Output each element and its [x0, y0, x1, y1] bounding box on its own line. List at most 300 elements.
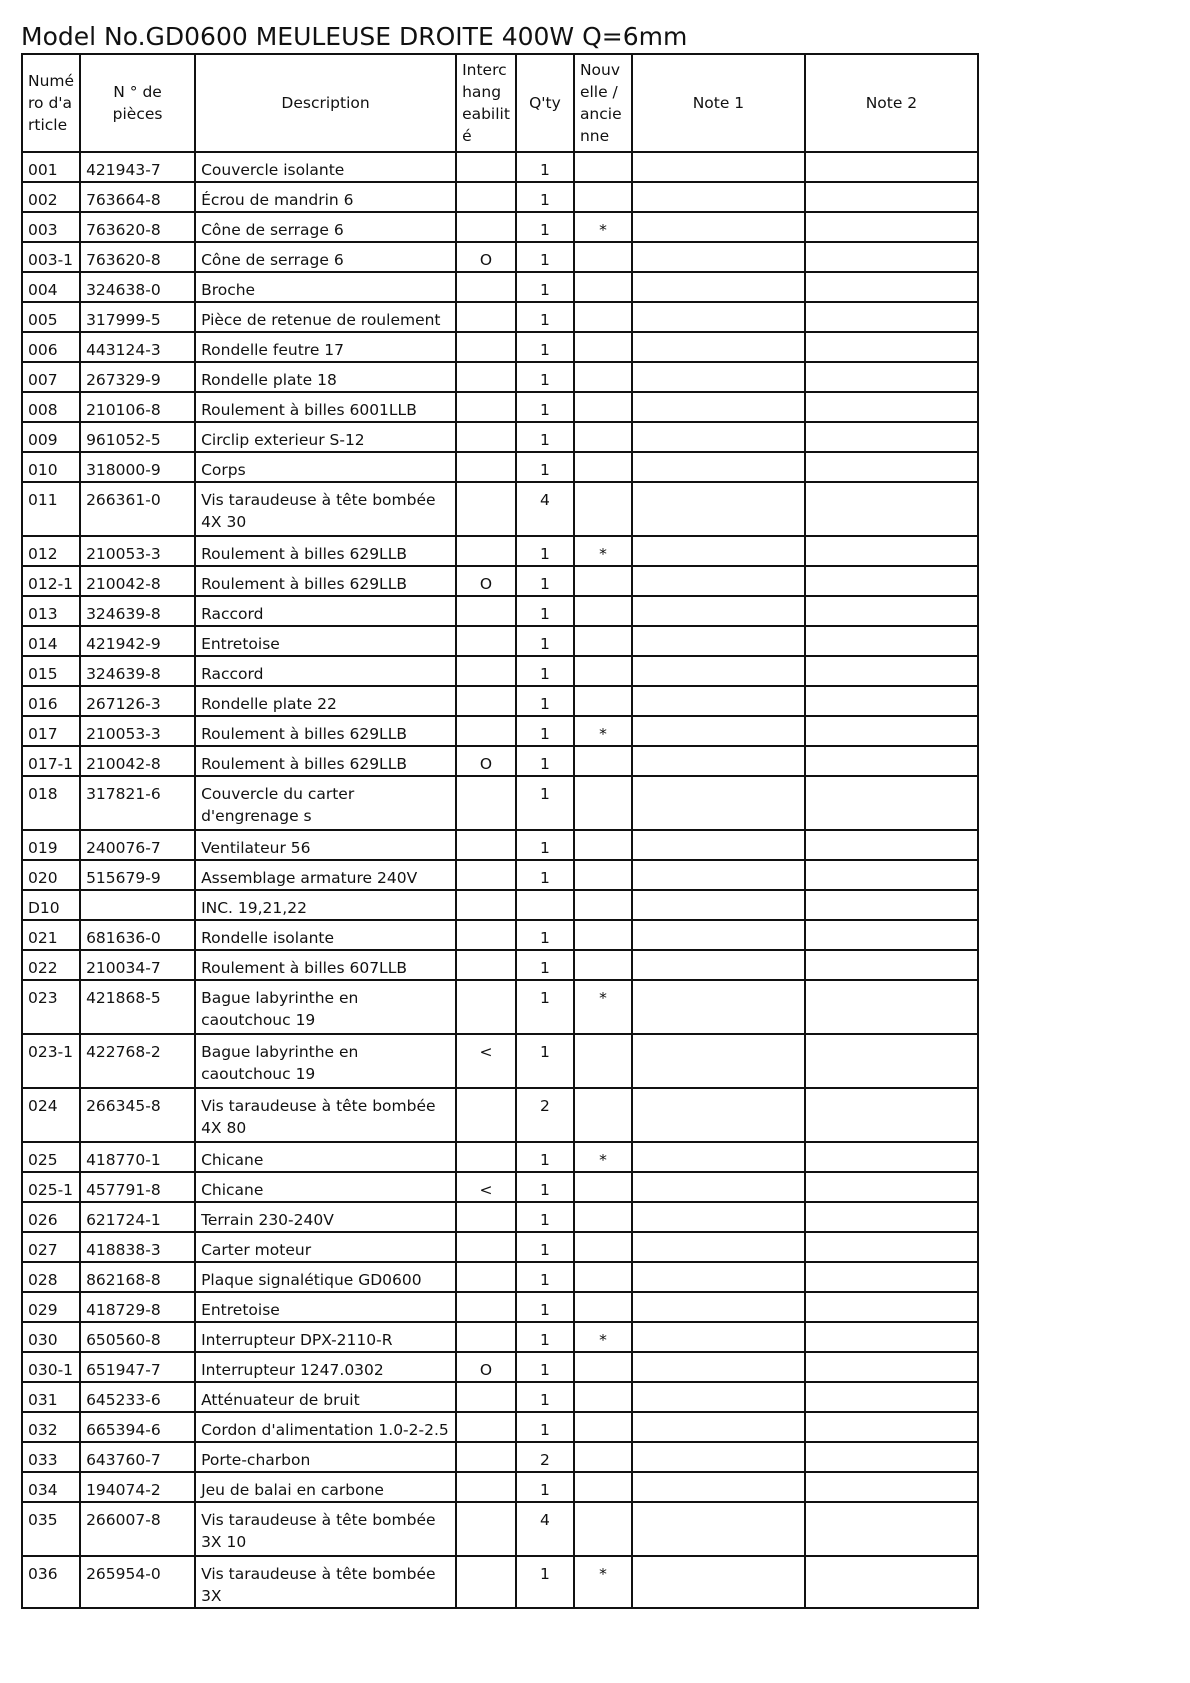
cell-note-1 [632, 482, 805, 536]
cell-new-old: * [574, 1142, 632, 1172]
cell-description: Interrupteur DPX-2110-R [195, 1322, 456, 1352]
cell-item-number: 019 [22, 830, 80, 860]
cell-interchangeability [456, 1556, 516, 1608]
cell-item-number: 010 [22, 452, 80, 482]
cell-description: Roulement à billes 607LLB [195, 950, 456, 980]
cell-note-2 [805, 182, 978, 212]
cell-interchangeability: O [456, 566, 516, 596]
cell-part-number [80, 890, 195, 920]
cell-interchangeability [456, 362, 516, 392]
table-row [22, 1472, 978, 1502]
cell-note-2 [805, 1442, 978, 1472]
table-row [22, 566, 978, 596]
cell-note-2 [805, 776, 978, 830]
cell-note-2 [805, 950, 978, 980]
cell-quantity: 1 [516, 332, 574, 362]
cell-note-1 [632, 1232, 805, 1262]
cell-quantity: 1 [516, 1556, 574, 1608]
cell-part-number: 650560-8 [80, 1322, 195, 1352]
cell-note-1 [632, 950, 805, 980]
table-row [22, 536, 978, 566]
cell-item-number: 028 [22, 1262, 80, 1292]
cell-note-2 [805, 656, 978, 686]
cell-description: Cordon d'alimentation 1.0-2-2.5 [195, 1412, 456, 1442]
cell-note-1 [632, 392, 805, 422]
cell-quantity: 1 [516, 686, 574, 716]
cell-note-1 [632, 776, 805, 830]
table-row [22, 980, 978, 1034]
cell-new-old [574, 1202, 632, 1232]
cell-note-1 [632, 272, 805, 302]
cell-note-1 [632, 1292, 805, 1322]
table-row [22, 1412, 978, 1442]
cell-item-number: 018 [22, 776, 80, 830]
cell-description: Roulement à billes 629LLB [195, 746, 456, 776]
cell-item-number: 012-1 [22, 566, 80, 596]
cell-note-1 [632, 422, 805, 452]
cell-new-old [574, 746, 632, 776]
cell-interchangeability: O [456, 242, 516, 272]
cell-item-number: 025-1 [22, 1172, 80, 1202]
cell-part-number: 266361-0 [80, 482, 195, 536]
cell-item-number: 017-1 [22, 746, 80, 776]
cell-description: Assemblage armature 240V [195, 860, 456, 890]
cell-interchangeability [456, 1382, 516, 1412]
cell-interchangeability [456, 890, 516, 920]
cell-new-old [574, 152, 632, 182]
cell-part-number: 961052-5 [80, 422, 195, 452]
cell-item-number: 033 [22, 1442, 80, 1472]
cell-note-1 [632, 830, 805, 860]
cell-note-2 [805, 482, 978, 536]
table-row [22, 1142, 978, 1172]
cell-note-2 [805, 272, 978, 302]
cell-note-1 [632, 1556, 805, 1608]
cell-note-1 [632, 1352, 805, 1382]
cell-description: Plaque signalétique GD0600 [195, 1262, 456, 1292]
cell-new-old [574, 1034, 632, 1088]
cell-quantity: 1 [516, 152, 574, 182]
cell-part-number: 324639-8 [80, 596, 195, 626]
table-row [22, 182, 978, 212]
cell-item-number: 014 [22, 626, 80, 656]
table-row [22, 1322, 978, 1352]
table-row [22, 746, 978, 776]
cell-part-number: 267329-9 [80, 362, 195, 392]
cell-description: Jeu de balai en carbone [195, 1472, 456, 1502]
cell-item-number: 004 [22, 272, 80, 302]
cell-item-number: 002 [22, 182, 80, 212]
cell-item-number: 020 [22, 860, 80, 890]
cell-interchangeability [456, 1262, 516, 1292]
cell-note-2 [805, 452, 978, 482]
cell-item-number: 006 [22, 332, 80, 362]
cell-interchangeability [456, 776, 516, 830]
cell-interchangeability [456, 830, 516, 860]
cell-note-2 [805, 566, 978, 596]
cell-description: Vis taraudeuse à tête bombée 3X 10 [195, 1502, 456, 1556]
cell-note-1 [632, 1472, 805, 1502]
cell-part-number: 422768-2 [80, 1034, 195, 1088]
cell-part-number: 324639-8 [80, 656, 195, 686]
cell-interchangeability [456, 1502, 516, 1556]
cell-quantity: 1 [516, 1472, 574, 1502]
cell-description: Cône de serrage 6 [195, 212, 456, 242]
cell-part-number: 210106-8 [80, 392, 195, 422]
cell-note-2 [805, 242, 978, 272]
cell-note-1 [632, 152, 805, 182]
cell-item-number: 015 [22, 656, 80, 686]
cell-part-number: 763620-8 [80, 242, 195, 272]
cell-note-1 [632, 1172, 805, 1202]
table-row [22, 1442, 978, 1472]
table-row [22, 482, 978, 536]
cell-note-1 [632, 626, 805, 656]
cell-note-1 [632, 332, 805, 362]
cell-description: Entretoise [195, 626, 456, 656]
cell-quantity: 1 [516, 302, 574, 332]
cell-quantity: 1 [516, 596, 574, 626]
cell-new-old [574, 656, 632, 686]
cell-new-old [574, 566, 632, 596]
cell-quantity: 1 [516, 860, 574, 890]
cell-part-number: 665394-6 [80, 1412, 195, 1442]
cell-interchangeability [456, 1472, 516, 1502]
table-row [22, 596, 978, 626]
cell-note-1 [632, 920, 805, 950]
cell-interchangeability [456, 626, 516, 656]
cell-interchangeability [456, 1232, 516, 1262]
cell-quantity: 2 [516, 1088, 574, 1142]
table-row [22, 332, 978, 362]
cell-note-2 [805, 1382, 978, 1412]
cell-new-old [574, 1352, 632, 1382]
cell-quantity: 1 [516, 656, 574, 686]
cell-note-2 [805, 1292, 978, 1322]
cell-part-number: 210042-8 [80, 566, 195, 596]
cell-interchangeability [456, 1088, 516, 1142]
cell-note-2 [805, 1142, 978, 1172]
cell-item-number: 030 [22, 1322, 80, 1352]
cell-description: Circlip exterieur S-12 [195, 422, 456, 452]
table-row [22, 716, 978, 746]
cell-part-number: 651947-7 [80, 1352, 195, 1382]
cell-new-old [574, 596, 632, 626]
cell-note-1 [632, 686, 805, 716]
cell-item-number: 029 [22, 1292, 80, 1322]
cell-part-number: 318000-9 [80, 452, 195, 482]
cell-quantity: 1 [516, 392, 574, 422]
cell-part-number: 621724-1 [80, 1202, 195, 1232]
cell-interchangeability: < [456, 1034, 516, 1088]
cell-quantity: 1 [516, 272, 574, 302]
cell-part-number: 210053-3 [80, 716, 195, 746]
cell-new-old [574, 686, 632, 716]
cell-new-old [574, 920, 632, 950]
table-row [22, 452, 978, 482]
cell-new-old [574, 1412, 632, 1442]
table-row [22, 302, 978, 332]
cell-part-number: 418729-8 [80, 1292, 195, 1322]
cell-quantity: 1 [516, 182, 574, 212]
cell-note-2 [805, 746, 978, 776]
cell-item-number: 013 [22, 596, 80, 626]
cell-quantity: 1 [516, 1382, 574, 1412]
cell-note-1 [632, 716, 805, 746]
cell-quantity: 1 [516, 1202, 574, 1232]
cell-quantity: 1 [516, 212, 574, 242]
cell-new-old [574, 302, 632, 332]
cell-part-number: 418770-1 [80, 1142, 195, 1172]
cell-description: Interrupteur 1247.0302 [195, 1352, 456, 1382]
cell-description: Roulement à billes 629LLB [195, 566, 456, 596]
cell-new-old [574, 1502, 632, 1556]
cell-new-old [574, 452, 632, 482]
cell-interchangeability: O [456, 746, 516, 776]
cell-quantity: 1 [516, 566, 574, 596]
cell-quantity: 1 [516, 1412, 574, 1442]
cell-interchangeability [456, 920, 516, 950]
parts-table-body [22, 152, 978, 1608]
cell-note-1 [632, 1322, 805, 1352]
cell-new-old [574, 1382, 632, 1412]
cell-note-2 [805, 830, 978, 860]
cell-interchangeability [456, 452, 516, 482]
cell-note-2 [805, 1502, 978, 1556]
cell-new-old [574, 890, 632, 920]
cell-note-2 [805, 716, 978, 746]
table-row [22, 212, 978, 242]
cell-quantity: 1 [516, 422, 574, 452]
column-header-description: Description [195, 54, 456, 152]
cell-note-2 [805, 920, 978, 950]
cell-part-number: 240076-7 [80, 830, 195, 860]
column-header-item-number: Numé ro d'a rticle [22, 54, 80, 152]
cell-part-number: 681636-0 [80, 920, 195, 950]
cell-note-2 [805, 422, 978, 452]
cell-description: Cône de serrage 6 [195, 242, 456, 272]
cell-note-1 [632, 242, 805, 272]
cell-description: Chicane [195, 1142, 456, 1172]
cell-description: Roulement à billes 629LLB [195, 536, 456, 566]
cell-part-number: 317999-5 [80, 302, 195, 332]
cell-item-number: 025 [22, 1142, 80, 1172]
cell-interchangeability [456, 716, 516, 746]
cell-note-2 [805, 1472, 978, 1502]
cell-description: Porte-charbon [195, 1442, 456, 1472]
cell-new-old [574, 242, 632, 272]
cell-quantity: 1 [516, 1262, 574, 1292]
cell-note-1 [632, 362, 805, 392]
cell-new-old: * [574, 1322, 632, 1352]
cell-item-number: 009 [22, 422, 80, 452]
cell-note-1 [632, 1034, 805, 1088]
cell-note-2 [805, 596, 978, 626]
cell-new-old [574, 1292, 632, 1322]
cell-description: Carter moteur [195, 1232, 456, 1262]
page-title: Model No.GD0600 MEULEUSE DROITE 400W Q=6mm [21, 22, 688, 51]
cell-interchangeability [456, 1442, 516, 1472]
cell-new-old: * [574, 980, 632, 1034]
cell-new-old [574, 422, 632, 452]
cell-part-number: 324638-0 [80, 272, 195, 302]
cell-description: Broche [195, 272, 456, 302]
cell-note-1 [632, 182, 805, 212]
cell-quantity: 1 [516, 1034, 574, 1088]
cell-quantity: 4 [516, 1502, 574, 1556]
cell-new-old [574, 1262, 632, 1292]
cell-note-1 [632, 746, 805, 776]
cell-item-number: 005 [22, 302, 80, 332]
cell-quantity: 1 [516, 716, 574, 746]
cell-interchangeability [456, 686, 516, 716]
cell-interchangeability [456, 272, 516, 302]
column-header-quantity: Q'ty [516, 54, 574, 152]
cell-new-old [574, 332, 632, 362]
cell-interchangeability [456, 182, 516, 212]
cell-item-number: 026 [22, 1202, 80, 1232]
cell-item-number: 017 [22, 716, 80, 746]
cell-quantity: 2 [516, 1442, 574, 1472]
cell-interchangeability [456, 1202, 516, 1232]
cell-item-number: 001 [22, 152, 80, 182]
cell-note-2 [805, 890, 978, 920]
cell-part-number: 421868-5 [80, 980, 195, 1034]
table-row [22, 1502, 978, 1556]
cell-note-1 [632, 1502, 805, 1556]
cell-item-number: 030-1 [22, 1352, 80, 1382]
cell-part-number: 266345-8 [80, 1088, 195, 1142]
cell-description: Raccord [195, 656, 456, 686]
table-row [22, 656, 978, 686]
cell-item-number: 012 [22, 536, 80, 566]
cell-note-2 [805, 212, 978, 242]
column-header-note-1: Note 1 [632, 54, 805, 152]
cell-description: Rondelle isolante [195, 920, 456, 950]
cell-part-number: 421942-9 [80, 626, 195, 656]
cell-quantity: 1 [516, 1172, 574, 1202]
cell-note-1 [632, 596, 805, 626]
cell-item-number: 011 [22, 482, 80, 536]
cell-description: Entretoise [195, 1292, 456, 1322]
cell-note-2 [805, 362, 978, 392]
cell-quantity: 1 [516, 1322, 574, 1352]
cell-item-number: 031 [22, 1382, 80, 1412]
cell-note-2 [805, 1322, 978, 1352]
table-row [22, 1292, 978, 1322]
cell-note-2 [805, 1088, 978, 1142]
cell-item-number: 027 [22, 1232, 80, 1262]
cell-description: Écrou de mandrin 6 [195, 182, 456, 212]
cell-note-1 [632, 212, 805, 242]
cell-part-number: 443124-3 [80, 332, 195, 362]
cell-part-number: 266007-8 [80, 1502, 195, 1556]
cell-note-2 [805, 1172, 978, 1202]
cell-description: Vis taraudeuse à tête bombée 3X [195, 1556, 456, 1608]
cell-note-2 [805, 302, 978, 332]
cell-interchangeability [456, 1412, 516, 1442]
cell-quantity [516, 890, 574, 920]
cell-note-2 [805, 980, 978, 1034]
cell-new-old: * [574, 536, 632, 566]
cell-new-old [574, 362, 632, 392]
cell-new-old [574, 272, 632, 302]
cell-item-number: 003-1 [22, 242, 80, 272]
cell-note-2 [805, 1262, 978, 1292]
cell-description: INC. 19,21,22 [195, 890, 456, 920]
cell-description: Roulement à billes 6001LLB [195, 392, 456, 422]
cell-note-2 [805, 536, 978, 566]
cell-new-old [574, 182, 632, 212]
cell-part-number: 194074-2 [80, 1472, 195, 1502]
cell-new-old [574, 626, 632, 656]
cell-description: Rondelle plate 18 [195, 362, 456, 392]
table-row [22, 950, 978, 980]
cell-interchangeability [456, 950, 516, 980]
table-row [22, 1262, 978, 1292]
cell-part-number: 643760-7 [80, 1442, 195, 1472]
cell-interchangeability [456, 536, 516, 566]
table-row [22, 362, 978, 392]
cell-note-2 [805, 1232, 978, 1262]
cell-description: Raccord [195, 596, 456, 626]
cell-part-number: 862168-8 [80, 1262, 195, 1292]
cell-item-number: 023 [22, 980, 80, 1034]
cell-interchangeability [456, 1142, 516, 1172]
table-row [22, 1088, 978, 1142]
cell-part-number: 210042-8 [80, 746, 195, 776]
cell-quantity: 1 [516, 1142, 574, 1172]
cell-new-old [574, 776, 632, 830]
cell-quantity: 1 [516, 1292, 574, 1322]
table-row [22, 392, 978, 422]
cell-note-2 [805, 686, 978, 716]
cell-description: Ventilateur 56 [195, 830, 456, 860]
cell-interchangeability [456, 860, 516, 890]
cell-description: Bague labyrinthe en caoutchouc 19 [195, 980, 456, 1034]
cell-interchangeability [456, 1292, 516, 1322]
table-row [22, 1172, 978, 1202]
cell-interchangeability [456, 302, 516, 332]
cell-part-number: 267126-3 [80, 686, 195, 716]
cell-new-old [574, 1088, 632, 1142]
cell-quantity: 1 [516, 980, 574, 1034]
cell-note-1 [632, 860, 805, 890]
cell-interchangeability [456, 1322, 516, 1352]
cell-new-old [574, 830, 632, 860]
cell-item-number: 016 [22, 686, 80, 716]
cell-interchangeability [456, 482, 516, 536]
cell-part-number: 763620-8 [80, 212, 195, 242]
cell-note-1 [632, 1382, 805, 1412]
cell-note-1 [632, 980, 805, 1034]
cell-note-1 [632, 1262, 805, 1292]
cell-part-number: 210053-3 [80, 536, 195, 566]
cell-note-2 [805, 332, 978, 362]
cell-interchangeability: O [456, 1352, 516, 1382]
cell-quantity: 1 [516, 242, 574, 272]
cell-new-old [574, 1232, 632, 1262]
cell-item-number: 024 [22, 1088, 80, 1142]
cell-new-old [574, 1442, 632, 1472]
cell-new-old [574, 1172, 632, 1202]
cell-part-number: 265954-0 [80, 1556, 195, 1608]
cell-note-2 [805, 1556, 978, 1608]
table-row [22, 686, 978, 716]
cell-new-old [574, 392, 632, 422]
table-row [22, 1202, 978, 1232]
cell-part-number: 515679-9 [80, 860, 195, 890]
